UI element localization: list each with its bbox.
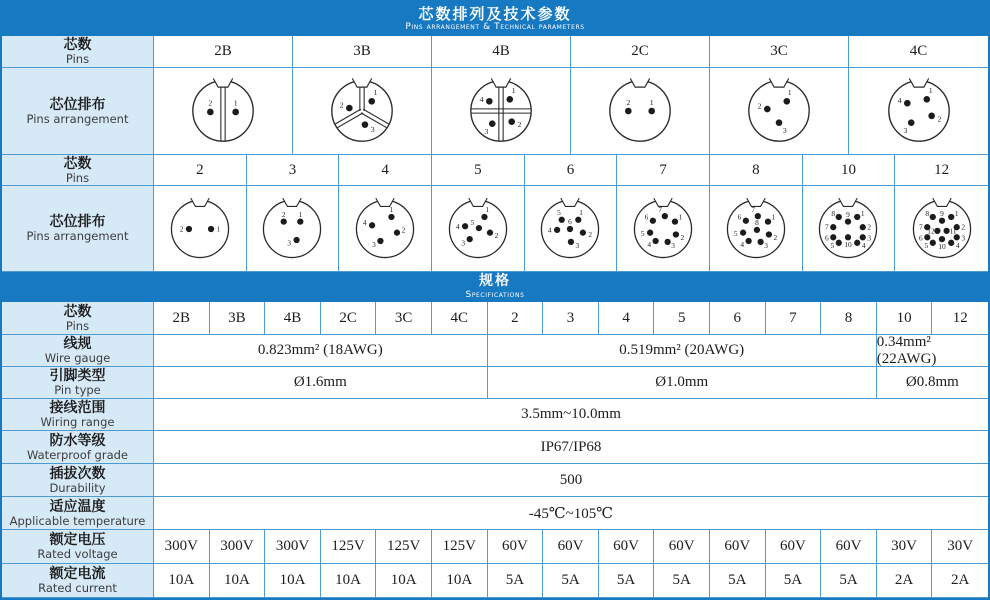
row-label-en: Pin type [54,383,101,398]
pin-type-cell: Ø0.8mm [877,367,988,399]
spec-pins-row [2,302,988,335]
svg-text:2: 2 [757,101,762,111]
rated-current-cell: 5A [710,564,766,598]
spec-pins-cell: 8 [821,302,877,335]
svg-text:1: 1 [771,212,776,222]
rated-voltage-cell: 125V [432,530,488,564]
wire-gauge-cell: 0.519mm² (20AWG) [488,335,877,367]
svg-text:10: 10 [937,241,946,251]
num-pins-column-header: 2 [154,155,247,186]
pins-label-zh: 芯数 [63,155,92,172]
rated-current-cell: 10A [265,564,321,598]
connector-face-svg [257,194,327,264]
connector-face-svg [603,74,677,148]
wire-gauge-cell: 0.823mm² (18AWG) [154,335,488,367]
banner-title-en: Pins arrangement & Technical parameters [405,22,585,33]
connector-face-svg [443,194,513,264]
rated-voltage-cell: 60V [821,530,877,564]
row-label-zh: 额定电压 [49,532,106,549]
row-label-wiring-range [2,399,154,431]
svg-text:6: 6 [644,212,649,222]
svg-text:4: 4 [647,239,652,249]
svg-text:9: 9 [846,209,851,219]
row-label-zh: 引脚类型 [49,368,106,385]
row-label-zh: 线规 [63,336,92,353]
svg-text:1: 1 [954,208,959,218]
num-pins-column-header: 7 [617,155,710,186]
connector-face-svg [721,194,791,264]
rated-voltage-cell: 60V [766,530,822,564]
rated-current-cell: 10A [321,564,377,598]
row-label-en: Applicable temperature [9,513,146,528]
pins-row-label [2,36,154,68]
pins-row-label [2,155,154,186]
spec-row-rated-voltage [2,530,988,564]
arrangement-label-zh: 芯位排布 [49,96,106,113]
row-label-durability [2,464,154,497]
svg-text:1: 1 [216,224,221,233]
rated-voltage-cell: 60V [543,530,599,564]
svg-text:3: 3 [764,240,768,250]
svg-text:3: 3 [484,126,489,136]
row-label-en: Wire gauge [44,351,111,366]
svg-text:6: 6 [568,216,573,226]
pins-label-zh: 芯数 [63,303,92,320]
svg-text:8: 8 [925,208,929,218]
rated-current-cell: 5A [543,564,599,598]
connector-face-svg [742,74,816,148]
svg-text:12: 12 [926,225,935,235]
svg-text:2: 2 [208,98,213,108]
wire-gauge-cell: 0.34mm² (22AWG) [877,335,988,367]
svg-text:2: 2 [339,100,344,110]
spec-pins-cell: 5 [654,302,710,335]
svg-text:3: 3 [576,240,580,250]
num-pins-column-header: 10 [803,155,896,186]
svg-text:1: 1 [678,212,683,222]
row-label-zh: 适应温度 [49,498,106,515]
svg-text:2: 2 [626,97,631,107]
spec-pins-cell: 7 [766,302,822,335]
bc-pins-column-header: 3C [710,36,849,68]
arrangement-label-en: Pins arrangement [26,111,129,126]
svg-text:3: 3 [461,237,465,247]
temperature-cell: -45℃~105℃ [154,497,988,530]
svg-text:1: 1 [373,88,378,97]
num-pins-column-header: 12 [895,155,988,186]
svg-text:7: 7 [918,222,923,232]
row-label-zh: 插拔次数 [49,465,106,482]
svg-text:5: 5 [733,228,738,238]
svg-text:2: 2 [494,230,499,240]
svg-text:6: 6 [825,233,830,243]
svg-text:7: 7 [751,204,755,214]
svg-text:2: 2 [588,229,593,239]
rated-current-cell: 2A [877,564,933,598]
num-pins-column-header: 5 [432,155,525,186]
rated-voltage-cell: 125V [376,530,432,564]
bc-pins-column-header: 2C [571,36,710,68]
connector-diagram-4B [432,68,571,155]
connector-face-svg [813,194,883,264]
spec-pins-cell: 3 [543,302,599,335]
durability-cell: 500 [154,464,988,497]
svg-text:1: 1 [928,86,933,96]
svg-text:2: 2 [179,224,184,233]
svg-text:8: 8 [754,217,759,227]
spec-row-pin-type [2,367,988,399]
num-pins-column-header: 4 [339,155,432,186]
spec-pins-cell: 4B [265,302,321,335]
svg-text:1: 1 [511,86,516,96]
row-label-en: Durability [49,480,106,495]
connector-diagram-2B [154,68,293,155]
svg-text:2: 2 [680,232,685,242]
rated-voltage-cell: 60V [710,530,766,564]
bc-pins-header-row [2,36,988,68]
spec-pins-cell: 4 [599,302,655,335]
row-label-zh: 额定电流 [49,566,106,583]
spec-row-rated-current [2,564,988,598]
spec-row-wiring-range [2,399,988,431]
num-pins-column-header: 6 [525,155,618,186]
pins-label-zh: 芯数 [63,37,92,54]
svg-text:1: 1 [861,208,866,218]
spec-pins-cell: 4C [432,302,488,335]
svg-text:1: 1 [579,207,584,217]
svg-text:5: 5 [557,207,562,217]
bc-pins-column-header: 3B [293,36,432,68]
rated-voltage-cell: 300V [210,530,266,564]
svg-text:1: 1 [649,97,654,107]
svg-text:10: 10 [844,239,853,249]
svg-text:6: 6 [737,212,742,222]
svg-text:6: 6 [918,233,923,243]
connector-face-svg [535,194,605,264]
svg-text:3: 3 [902,125,907,135]
row-label-en: Waterproof grade [27,447,128,462]
rated-voltage-cell: 30V [932,530,988,564]
svg-text:4: 4 [479,94,484,104]
row-label-wire-gauge [2,335,154,367]
pins-label-en: Pins [65,318,90,333]
connector-face-svg [628,194,698,264]
svg-text:5: 5 [470,217,475,227]
connector-diagram-12 [895,186,988,272]
connector-diagram-3C [710,68,849,155]
connector-face-svg [907,194,977,264]
spec-pins-cell: 2 [488,302,544,335]
rated-current-cell: 10A [432,564,488,598]
row-label-rated-voltage [2,530,154,564]
row-label-pin-type [2,367,154,399]
svg-text:2: 2 [401,224,406,234]
spec-row-temperature [2,497,988,530]
svg-text:7: 7 [825,222,830,232]
svg-text:2: 2 [282,209,287,219]
spec-pins-cell: 12 [932,302,988,335]
svg-text:3: 3 [370,125,375,134]
spec-banner-title-zh: 规格 [479,273,511,290]
connector-diagram-8 [710,186,803,272]
num-pins-header-row [2,155,988,186]
waterproof-cell: IP67/IP68 [154,431,988,464]
svg-text:3: 3 [372,239,376,249]
rated-current-cell: 10A [376,564,432,598]
spec-title-banner [2,272,988,302]
row-label-waterproof [2,431,154,464]
rated-current-cell: 5A [766,564,822,598]
svg-text:1: 1 [485,204,489,214]
svg-text:4: 4 [862,240,866,250]
svg-text:1: 1 [298,209,303,219]
spec-pins-cell: 10 [877,302,933,335]
connector-face-svg [350,194,420,264]
svg-text:2: 2 [773,232,777,242]
rated-current-cell: 5A [488,564,544,598]
row-label-zh: 防水等级 [49,432,106,449]
spec-pins-cell: 6 [710,302,766,335]
spec-pins-cell: 2C [321,302,377,335]
arrangement-row-label [2,68,154,155]
rated-voltage-cell: 300V [265,530,321,564]
rated-current-cell: 10A [154,564,210,598]
arrangement-label-zh: 芯位排布 [49,214,106,231]
num-pins-column-header: 3 [247,155,340,186]
rated-current-cell: 10A [210,564,266,598]
pins-row-label [2,302,154,335]
rated-current-cell: 2A [932,564,988,598]
pins-label-en: Pins [65,52,90,67]
svg-text:9: 9 [939,208,944,218]
spec-row-durability [2,464,988,497]
pins-label-en: Pins [65,170,90,185]
connector-face-svg [882,74,956,148]
spec-banner-title-en: Specifications [465,289,525,300]
svg-text:5: 5 [924,240,928,250]
banner-title-zh: 芯数排列及技术参数 [418,4,572,23]
arrangement-label-en: Pins arrangement [26,229,129,244]
pin-type-cell: Ø1.0mm [488,367,877,399]
connector-diagram-2 [154,186,247,272]
svg-text:1: 1 [389,204,394,214]
connector-face-svg [186,74,260,148]
bc-pins-column-header: 4C [849,36,988,68]
svg-text:3: 3 [671,240,676,250]
connector-diagram-4C [849,68,988,155]
svg-text:4: 4 [363,217,367,227]
table-title-banner [2,2,988,36]
bc-pins-column-header: 4B [432,36,571,68]
spec-row-wire-gauge [2,335,988,367]
svg-text:4: 4 [548,224,553,234]
svg-text:3: 3 [960,233,965,243]
svg-text:1: 1 [787,88,792,97]
svg-text:3: 3 [782,125,787,135]
spec-row-waterproof [2,431,988,464]
rated-voltage-cell: 60V [599,530,655,564]
connector-diagram-2C [571,68,710,155]
svg-text:2: 2 [867,222,872,232]
wiring-range-cell: 3.5mm~10.0mm [154,399,988,431]
connector-face-svg [325,74,399,148]
svg-text:3: 3 [287,237,292,247]
connector-diagram-3B [293,68,432,155]
bc-pins-column-header: 2B [154,36,293,68]
connector-diagram-10 [803,186,896,272]
connector-diagram-5 [432,186,525,272]
connector-face-svg [165,194,235,264]
svg-text:1: 1 [233,98,238,108]
svg-text:11: 11 [949,225,957,235]
row-label-temperature [2,497,154,530]
svg-text:4: 4 [740,239,744,249]
connector-diagram-4 [339,186,432,272]
spec-pins-cell: 3B [210,302,266,335]
rated-voltage-cell: 60V [488,530,544,564]
pin-type-cell: Ø1.6mm [154,367,488,399]
num-arrangement-row [2,186,988,272]
spec-pins-cell: 2B [154,302,210,335]
svg-text:3: 3 [867,233,872,243]
svg-text:5: 5 [830,240,835,250]
rated-current-cell: 5A [654,564,710,598]
connector-face-svg [464,74,538,148]
num-pins-column-header: 8 [710,155,803,186]
svg-text:4: 4 [455,221,460,231]
spec-pins-cell: 3C [376,302,432,335]
rated-current-cell: 5A [821,564,877,598]
bc-arrangement-row [2,68,988,155]
svg-text:8: 8 [831,208,836,218]
rated-voltage-cell: 300V [154,530,210,564]
arrangement-row-label [2,186,154,272]
svg-text:2: 2 [937,114,941,124]
connector-diagram-6 [525,186,618,272]
rated-voltage-cell: 30V [877,530,933,564]
row-label-en: Rated voltage [37,547,118,562]
rated-voltage-cell: 60V [654,530,710,564]
svg-text:2: 2 [517,120,522,130]
svg-text:4: 4 [955,240,960,250]
connector-diagram-7 [617,186,710,272]
connector-diagram-3 [247,186,340,272]
svg-text:2: 2 [960,222,965,232]
rated-current-cell: 5A [599,564,655,598]
svg-text:4: 4 [897,95,901,105]
row-label-zh: 接线范围 [49,400,106,417]
row-label-rated-current [2,564,154,598]
row-label-en: Wiring range [40,415,115,430]
rated-voltage-cell: 125V [321,530,377,564]
svg-text:7: 7 [658,204,663,214]
row-label-en: Rated current [38,581,117,596]
svg-text:5: 5 [641,228,645,238]
